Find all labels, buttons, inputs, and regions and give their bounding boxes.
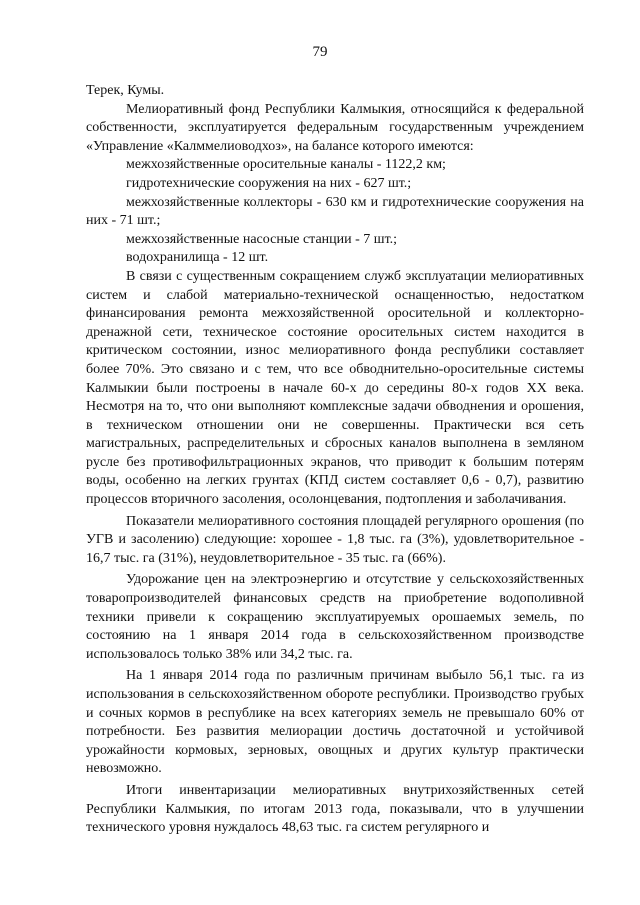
list-item-collectors: межхозяйственные коллекторы - 630 км и гидротехнические сооружения на них - 71 шт.; [86, 194, 584, 229]
list-item-canals: межхозяйственные оросительные каналы - 1122,2 км; [126, 157, 446, 173]
list-item-structures: гидротехнические сооружения на них - 627 шт.; [126, 175, 412, 191]
paragraph-technical-condition: В связи с существенным сокращением служб эксплуатации мелиоративных систем и слабой материально-технической оснащенностью, недостатком финансирования ремонта межхозяйственной оросительной и коллекторно-дренажной сети, техническое состояние оросительных систем находится в критическом состоянии, износ мелиоративного фонда республики составляет более 70%. Это связано и с тем, что все обводнительно-оросительные системы Калмыкии были построены в начале 60-х до середины 80-х годов XX века. Несмотря на то, что они выполняют комплексные задачи обводнения и орошения, в техническом отношении они не совершенны. Практически вся сеть магистральных, распределительных и сбросных каналов выполнена в земляном русле без противофильтрационных экранов, что приводит к большим потерям воды, особенно на легких грунтах (КПД систем составляет 0,6 - 0,7), развитию процессов вторичного засоления, осолонцевания, подтопления и заболачивания. [86, 268, 584, 508]
paragraph-electricity-costs: Удорожание цен на электроэнергию и отсутствие у сельскохозяйственных товаропроизводителей финансовых средств на приобретение водополивной техники привели к сокращению эксплуатируемых орошаемых земель, по состоянию на 1 января 2014 года в сельскохозяйственном производстве использовалось только 38% или 34,2 тыс. га. [86, 572, 584, 662]
document-body [86, 82, 584, 838]
paragraph-land-withdrawal: На 1 января 2014 года по различным причинам выбыло 56,1 тыс. га из использования в сельскохозяйственном обороте республики. Производство грубых и сочных кормов в республике на всех категориях земель не превышало 60% от потребности. Без развития мелиорации достичь достаточной и устойчивой урожайности кормовых, зерновых, овощных и других культур практически невозможно. [86, 668, 584, 777]
page-number: 79 [312, 44, 328, 60]
paragraph-reclamation-indicators: Показатели мелиоративного состояния площадей регулярного орошения (по УГВ и засолению) следующие: хорошее - 1,8 тыс. га (3%), удовлетворительное - 16,7 тыс. га (31%), неудовлетворительное - 35 тыс. га (66%). [86, 513, 584, 566]
paragraph-continuation: Терек, Кумы. [86, 83, 165, 98]
paragraph-fund-intro: Мелиоративный фонд Республики Калмыкия, относящийся к федеральной собственности, эксплуатируется федеральным государственным учреждением «Управление «Калммелиоводхоз», на балансе которого имеются: [86, 101, 584, 154]
paragraph-inventory-results: Итоги инвентаризации мелиоративных внутрихозяйственных сетей Республики Калмыкия, по итогам 2013 года, показывали, что в улучшении технического уровня нуждалось 48,63 тыс. га систем регулярного и [86, 782, 584, 836]
list-item-reservoirs: водохранилища - 12 шт. [126, 250, 269, 266]
list-item-pump-stations: межхозяйственные насосные станции - 7 шт.; [126, 231, 398, 247]
